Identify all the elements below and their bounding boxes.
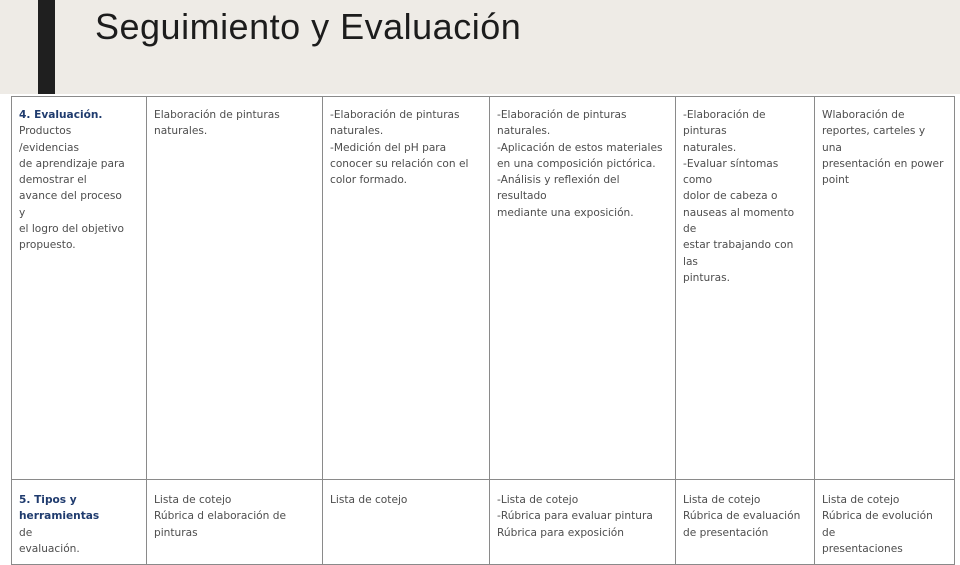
table-cell: Lista de cotejo Rúbrica d elaboración de pinturas bbox=[147, 480, 323, 565]
table-cell: -Elaboración de pinturas naturales. -Evaluar síntomas como dolor de cabeza o nauseas al momento de estar trabajando con las pinturas. bbox=[676, 97, 815, 480]
table-row bbox=[12, 480, 955, 565]
slide-title: Seguimiento y Evaluación bbox=[95, 6, 522, 47]
table-cell: -Lista de cotejo -Rúbrica para evaluar pintura Rúbrica para exposición bbox=[490, 480, 676, 565]
table-cell: Elaboración de pinturas naturales. bbox=[147, 97, 323, 480]
table-cell: Wlaboración de reportes, carteles y una presentación en power point bbox=[815, 97, 955, 480]
row-label-title: 5. Tipos y herramientas bbox=[19, 494, 100, 523]
row-label-text: de evaluación. bbox=[19, 526, 80, 555]
table-row bbox=[12, 97, 955, 480]
row-label-title: 4. Evaluación. bbox=[19, 109, 103, 121]
row-label-cell bbox=[12, 480, 147, 565]
table-cell: Lista de cotejo Rúbrica de evolución de presentaciones bbox=[815, 480, 955, 565]
row-label-cell bbox=[12, 97, 147, 480]
evaluation-table bbox=[11, 96, 954, 555]
table-cell: -Elaboración de pinturas naturales. -Aplicación de estos materiales en una composición pictórica. -Análisis y reflexión del resultado mediante una exposición. bbox=[490, 97, 676, 480]
row-label-text: Productos /evidencias de aprendizaje para demostrar el avance del proceso y el logro del objetivo propuesto. bbox=[19, 125, 125, 252]
table-cell: Lista de cotejo Rúbrica de evaluación de presentación bbox=[676, 480, 815, 565]
table-cell: Lista de cotejo bbox=[323, 480, 490, 565]
table-cell: -Elaboración de pinturas naturales. -Medición del pH para conocer su relación con el color formado. bbox=[323, 97, 490, 480]
title-accent-bar bbox=[38, 0, 55, 94]
